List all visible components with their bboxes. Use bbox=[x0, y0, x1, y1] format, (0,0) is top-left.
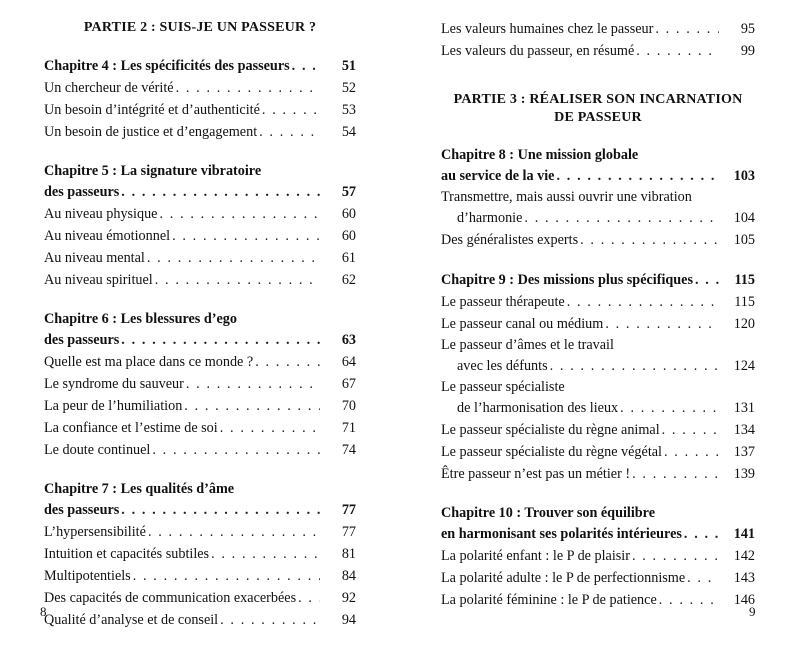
chapter-block bbox=[44, 161, 356, 291]
toc-entry bbox=[44, 521, 356, 543]
toc-entry-page: 139 bbox=[733, 466, 755, 482]
toc-entry-page: 142 bbox=[733, 548, 755, 564]
toc-entry bbox=[44, 269, 356, 291]
dot-leader bbox=[148, 521, 320, 543]
toc-entry-title: La polarité adulte : le P de perfectionnisme bbox=[441, 570, 686, 586]
toc-entry-page: 61 bbox=[341, 250, 356, 266]
dot-leader bbox=[155, 269, 320, 291]
dot-leader bbox=[655, 18, 719, 40]
toc-entry-title: Intuition et capacités subtiles bbox=[44, 546, 210, 562]
chapter-block bbox=[44, 479, 356, 631]
toc-entry bbox=[441, 18, 755, 40]
toc-entry bbox=[441, 355, 755, 377]
toc-entry-first-line: Transmettre, mais aussi ouvrir une vibration bbox=[441, 189, 692, 205]
dot-leader bbox=[184, 395, 320, 417]
dot-leader bbox=[152, 439, 320, 461]
toc-entry bbox=[441, 545, 755, 567]
toc-entry-title: Quelle est ma place dans ce monde ? bbox=[44, 354, 254, 370]
toc-entry bbox=[441, 207, 755, 229]
dot-leader bbox=[659, 589, 719, 611]
chapter-block bbox=[441, 503, 755, 611]
toc-entry-page: 120 bbox=[733, 316, 755, 332]
dot-leader bbox=[186, 373, 320, 395]
toc-entry-page: 104 bbox=[733, 210, 755, 226]
part-3-title bbox=[441, 91, 755, 127]
toc-entry bbox=[44, 439, 356, 461]
chapter-block bbox=[44, 55, 356, 143]
dot-leader bbox=[262, 99, 320, 121]
toc-entry bbox=[44, 77, 356, 99]
toc-entry-page: 115 bbox=[734, 272, 755, 288]
part-2-title: PARTIE 2 : SUIS-JE UN PASSEUR ? bbox=[83, 20, 317, 35]
toc-entry-title: d’harmonie bbox=[457, 210, 523, 226]
toc-entry bbox=[44, 99, 356, 121]
toc-entry-title: Le passeur spécialiste du règne végétal bbox=[441, 444, 662, 460]
chapter-entry bbox=[441, 523, 755, 545]
dot-leader bbox=[298, 587, 320, 609]
toc-entry-page: 53 bbox=[341, 102, 356, 118]
toc-entry bbox=[44, 609, 356, 631]
toc-entry-page: 63 bbox=[341, 332, 356, 348]
dot-leader bbox=[550, 355, 719, 377]
toc-entry-title: Au niveau mental bbox=[44, 250, 145, 266]
toc-entry bbox=[441, 40, 755, 62]
toc-entry-title: L’hypersensibilité bbox=[44, 524, 146, 540]
chapter-title-first-line: Chapitre 10 : Trouver son équilibre bbox=[441, 505, 656, 521]
toc-entry-page: 64 bbox=[341, 354, 356, 370]
dot-leader bbox=[664, 441, 719, 463]
toc-entry-title: Un besoin d’intégrité et d’authenticité bbox=[44, 102, 260, 118]
dot-leader bbox=[620, 397, 719, 419]
dot-leader bbox=[176, 77, 320, 99]
toc-entry-title: des passeurs bbox=[44, 502, 120, 518]
dot-leader bbox=[636, 40, 719, 62]
dot-leader bbox=[255, 351, 320, 373]
toc-entry bbox=[441, 441, 755, 463]
toc-entry-title: des passeurs bbox=[44, 332, 120, 348]
toc-entry-page: 95 bbox=[740, 21, 755, 37]
toc-entry bbox=[441, 397, 755, 419]
toc-entry-page: 141 bbox=[733, 526, 755, 542]
toc-entry-page: 74 bbox=[341, 442, 356, 458]
chapter-entry bbox=[44, 181, 356, 203]
dot-leader bbox=[684, 523, 719, 545]
toc-entry-title: Le passeur canal ou médium bbox=[441, 316, 604, 332]
toc-entry-title: Le syndrome du sauveur bbox=[44, 376, 184, 392]
toc-entry-title: Le passeur thérapeute bbox=[441, 294, 565, 310]
toc-entry-title: avec les défunts bbox=[457, 358, 548, 374]
toc-entry-page: 60 bbox=[341, 228, 356, 244]
dot-leader bbox=[220, 417, 320, 439]
dot-leader bbox=[259, 121, 320, 143]
toc-entry-title: Les valeurs du passeur, en résumé bbox=[441, 43, 635, 59]
chapter-title-first-line: Chapitre 8 : Une mission globale bbox=[441, 147, 639, 163]
dot-leader bbox=[159, 203, 320, 225]
page-number-right: 9 bbox=[749, 604, 756, 619]
dot-leader bbox=[632, 545, 719, 567]
toc-entry-title: en harmonisant ses polarités intérieures bbox=[441, 526, 682, 542]
toc-entry-page: 134 bbox=[733, 422, 755, 438]
toc-entry-title: Au niveau physique bbox=[44, 206, 158, 222]
dot-leader bbox=[172, 225, 320, 247]
dot-leader bbox=[605, 313, 719, 335]
toc-entry-title: des passeurs bbox=[44, 184, 120, 200]
toc-entry bbox=[44, 417, 356, 439]
toc-entry-title: Chapitre 4 : Les spécificités des passeurs bbox=[44, 58, 290, 74]
toc-entry-title: La peur de l’humiliation bbox=[44, 398, 183, 414]
dot-leader bbox=[632, 463, 719, 485]
toc-entry bbox=[44, 351, 356, 373]
chapter-title-first-line: Chapitre 6 : Les blessures d’ego bbox=[44, 311, 237, 327]
chapter-entry bbox=[44, 499, 356, 521]
chapter-block bbox=[441, 145, 755, 251]
toc-entry-page: 81 bbox=[341, 546, 356, 562]
toc-entry-page: 115 bbox=[734, 294, 755, 310]
toc-entry-page: 103 bbox=[733, 168, 755, 184]
toc-entry-title: Un besoin de justice et d’engagement bbox=[44, 124, 258, 140]
toc-entry-page: 67 bbox=[341, 376, 356, 392]
toc-entry-page: 124 bbox=[733, 358, 755, 374]
dot-leader bbox=[567, 291, 719, 313]
toc-entry-page: 70 bbox=[341, 398, 356, 414]
toc-entry-title: Multipotentiels bbox=[44, 568, 131, 584]
right-toc bbox=[441, 145, 755, 611]
toc-entry-first-line: Le passeur spécialiste bbox=[441, 379, 565, 395]
dot-leader bbox=[580, 229, 719, 251]
toc-entry-title: Un chercheur de vérité bbox=[44, 80, 174, 96]
toc-entry bbox=[44, 395, 356, 417]
toc-entry-title: Le passeur spécialiste du règne animal bbox=[441, 422, 660, 438]
toc-entry bbox=[44, 373, 356, 395]
toc-entry-page: 92 bbox=[341, 590, 356, 606]
toc-entry bbox=[441, 463, 755, 485]
toc-entry-title: Au niveau émotionnel bbox=[44, 228, 171, 244]
chapter-entry bbox=[44, 55, 356, 77]
toc-entry-title: La polarité enfant : le P de plaisir bbox=[441, 548, 630, 564]
toc-entry-page: 51 bbox=[341, 58, 356, 74]
dot-leader bbox=[121, 181, 320, 203]
toc-entry-page: 137 bbox=[733, 444, 755, 460]
toc-entry-page: 62 bbox=[341, 272, 356, 288]
toc-entry-page: 54 bbox=[341, 124, 356, 140]
dot-leader bbox=[147, 247, 320, 269]
dot-leader bbox=[220, 609, 320, 631]
chapter-entry bbox=[44, 329, 356, 351]
toc-entry-page: 77 bbox=[341, 502, 356, 518]
dot-leader bbox=[662, 419, 719, 441]
toc-entry-page: 99 bbox=[740, 43, 755, 59]
toc-entry bbox=[441, 567, 755, 589]
toc-entry-title: Des généralistes experts bbox=[441, 232, 579, 248]
toc-entry-first-line: Le passeur d’âmes et le travail bbox=[441, 337, 614, 353]
toc-entry bbox=[44, 203, 356, 225]
dot-leader bbox=[687, 567, 719, 589]
toc-entry bbox=[44, 225, 356, 247]
toc-entry-page: 94 bbox=[341, 612, 356, 628]
chapter-entry bbox=[441, 269, 755, 291]
dot-leader bbox=[133, 565, 320, 587]
toc-entry-title: La confiance et l’estime de soi bbox=[44, 420, 218, 436]
toc-entry-page: 105 bbox=[733, 232, 755, 248]
chapter-block bbox=[44, 309, 356, 461]
dot-leader bbox=[211, 543, 320, 565]
dot-leader bbox=[121, 499, 320, 521]
toc-entry-title: Des capacités de communication exacerbées bbox=[44, 590, 297, 606]
toc-entry-title: Au niveau spirituel bbox=[44, 272, 153, 288]
toc-entry-page: 60 bbox=[341, 206, 356, 222]
right-top-entries bbox=[441, 18, 755, 62]
chapter-block bbox=[441, 269, 755, 485]
toc-entry-title: de l’harmonisation des lieux bbox=[457, 400, 619, 416]
toc-entry bbox=[44, 543, 356, 565]
right-page bbox=[441, 0, 755, 647]
toc-entry bbox=[441, 419, 755, 441]
toc-entry-title: Les valeurs humaines chez le passeur bbox=[441, 21, 654, 37]
toc-entry-title: Qualité d’analyse et de conseil bbox=[44, 612, 219, 628]
page-number-left: 8 bbox=[40, 604, 47, 619]
toc-entry-page: 131 bbox=[733, 400, 755, 416]
left-toc bbox=[44, 55, 356, 631]
toc-entry bbox=[441, 313, 755, 335]
part-3-title-line2: DE PASSEUR bbox=[554, 110, 642, 125]
dot-leader bbox=[121, 329, 320, 351]
toc-entry-title: La polarité féminine : le P de patience bbox=[441, 592, 657, 608]
toc-entry-page: 71 bbox=[341, 420, 356, 436]
dot-leader bbox=[524, 207, 719, 229]
toc-entry-page: 52 bbox=[341, 80, 356, 96]
dot-leader bbox=[556, 165, 719, 187]
toc-entry bbox=[44, 121, 356, 143]
toc-entry-title: Chapitre 9 : Des missions plus spécifiques bbox=[441, 272, 693, 288]
chapter-title-first-line: Chapitre 7 : Les qualités d’âme bbox=[44, 481, 235, 497]
toc-entry-page: 77 bbox=[341, 524, 356, 540]
toc-entry-page: 84 bbox=[341, 568, 356, 584]
toc-entry bbox=[441, 291, 755, 313]
dot-leader bbox=[292, 55, 320, 77]
chapter-title-first-line: Chapitre 5 : La signature vibratoire bbox=[44, 163, 262, 179]
toc-entry bbox=[441, 229, 755, 251]
toc-entry bbox=[441, 589, 755, 611]
toc-entry bbox=[44, 565, 356, 587]
toc-entry-page: 57 bbox=[341, 184, 356, 200]
toc-entry bbox=[44, 247, 356, 269]
part-3-title-line1: PARTIE 3 : RÉALISER SON INCARNATION bbox=[453, 92, 743, 107]
toc-entry-page: 143 bbox=[733, 570, 755, 586]
toc-entry-title: Être passeur n’est pas un métier ! bbox=[441, 466, 631, 482]
toc-entry-title: Le doute continuel bbox=[44, 442, 151, 458]
chapter-entry bbox=[441, 165, 755, 187]
toc-entry bbox=[44, 587, 356, 609]
dot-leader bbox=[695, 269, 719, 291]
left-page bbox=[44, 0, 356, 647]
toc-entry-title: au service de la vie bbox=[441, 168, 555, 184]
toc-entry-page: 146 bbox=[733, 592, 755, 608]
